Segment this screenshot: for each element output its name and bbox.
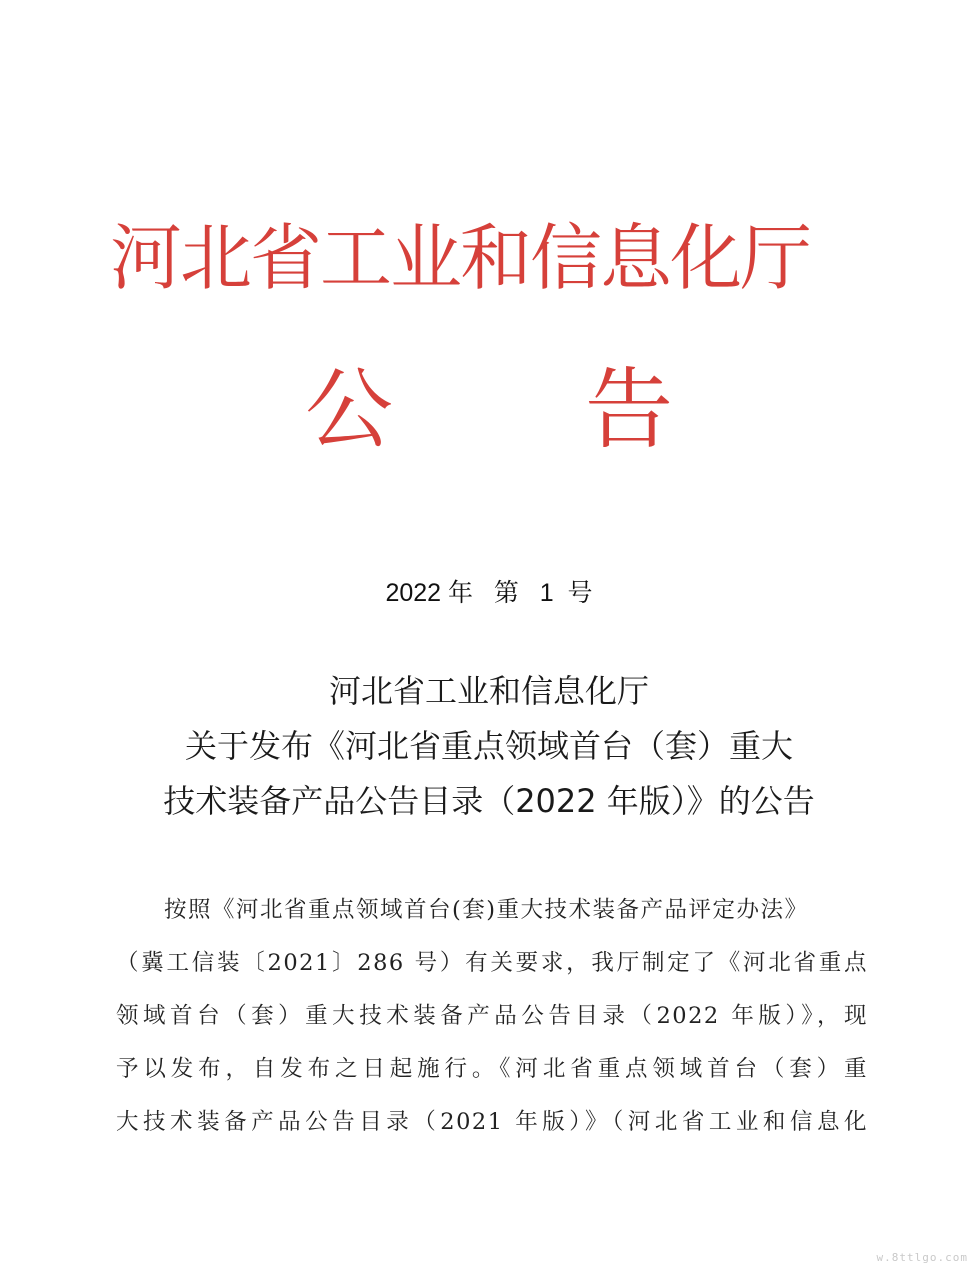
title-line-2: 关于发布《河北省重点领域首台（套）重大 — [184, 727, 793, 765]
document-type-char-1: 公 — [305, 358, 394, 461]
document-type-char-2: 告 — [585, 358, 674, 461]
site-watermark: w.8ttlgo.com — [876, 1251, 968, 1264]
body-paragraph — [116, 884, 868, 1149]
title-line-1: 河北省工业和信息化厅 — [328, 672, 649, 710]
body-line: 领域首台（套）重大技术装备产品公告目录（2022 年版）》，现 — [116, 1003, 868, 1029]
title-line-3: 技术装备产品公告目录（2022 年版）》的公告 — [163, 782, 815, 820]
body-line: 予以发布，自发布之日起施行。《河北省重点领域首台（套）重 — [116, 1056, 868, 1082]
issuing-organization-header: 河北省工业和信息化厅 — [110, 216, 811, 300]
body-line: 按照《河北省重点领域首台(套)重大技术装备产品评定办法》 — [164, 897, 809, 923]
body-line: （冀工信装〔2021〕286 号）有关要求，我厅制定了《河北省重点 — [116, 950, 868, 976]
document-number: 2022 年 第 1 号 — [385, 579, 593, 607]
document-title — [60, 664, 918, 829]
body-line: 大技术装备产品公告目录（2021 年版）》（河北省工业和信息化 — [116, 1109, 868, 1135]
